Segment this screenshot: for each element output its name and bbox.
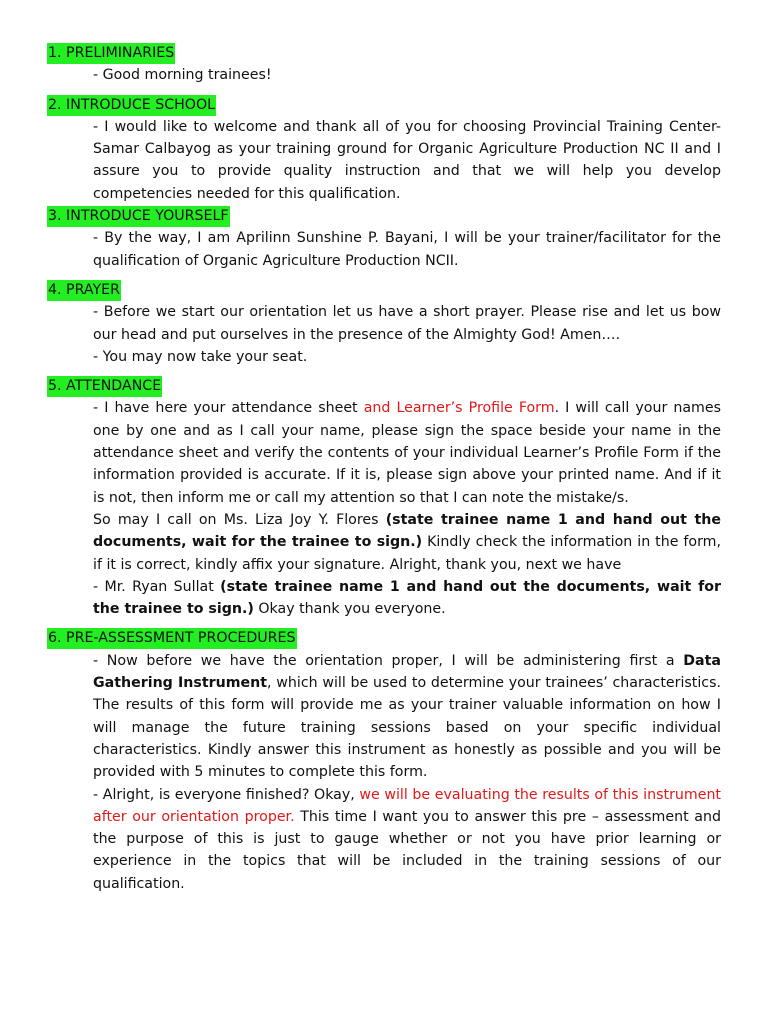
paragraph (93, 509, 721, 576)
section-attendance (47, 375, 721, 620)
text-run: So may I call on Ms. Liza Joy Y. Flores (93, 511, 386, 528)
paragraph: - By the way, I am Aprilinn Sunshine P. Bayani, I will be your trainer/facilitator for the qualification of Organic Agriculture Production NCII. (93, 230, 721, 269)
section-heading: 1. PRELIMINARIES (47, 43, 175, 64)
instruction-text-bold: (state trainee name 1 and hand out the documents, wait for the trainee to sign.) (93, 511, 722, 551)
text-run: - Alright, is everyone finished? Okay, (93, 786, 360, 803)
section-heading: 5. ATTENDANCE (47, 376, 162, 397)
instruction-text-bold: (state trainee name 1 and hand out the documents, wait for the trainee to sign.) (93, 578, 721, 618)
text-run: This time I want you to answer this pre – assessment and the purpose of this is just to gauge whether or not you have prior learning or experience in the topics that will be included in the training sessions of our qualification. (93, 808, 721, 892)
highlight-text-red: we will be evaluating the results of this instrument after our orientation proper. (93, 786, 721, 825)
paragraph (93, 650, 721, 784)
paragraph: - You may now take your seat. (93, 348, 308, 365)
section-heading: 6. PRE-ASSESSMENT PROCEDURES (47, 628, 297, 649)
section-prayer (47, 279, 721, 368)
section-heading: 3. INTRODUCE YOURSELF (47, 206, 230, 227)
paragraph (93, 397, 721, 508)
section-heading: 4. PRAYER (47, 280, 121, 301)
paragraph: - I would like to welcome and thank all of you for choosing Provincial Training Center- Samar Calbayog as your training ground for Organic Agriculture Production NC II and I assure you to provide quality instruction and that we will help you develop competencies needed for this qualification. (93, 118, 721, 202)
paragraph: - Good morning trainees! (93, 67, 272, 84)
section-heading: 2. INTRODUCE SCHOOL (47, 95, 216, 116)
text-run: - Now before we have the orientation proper, I will be administering first a (93, 652, 684, 669)
section-preliminaries (47, 42, 721, 87)
instrument-name-bold: Data Gathering Instrument (93, 652, 721, 692)
paragraph: - Before we start our orientation let us have a short prayer. Please rise and let us bow our head and put ourselves in the presence of the Almighty God! Amen…. (93, 304, 721, 343)
section-introduce-school (47, 94, 721, 205)
text-run: - Mr. Ryan Sullat (93, 578, 221, 595)
text-run: Kindly check the information in the form, if it is correct, kindly affix your signature. Alright, thank you, next we have (93, 534, 721, 573)
paragraph (93, 784, 721, 895)
section-pre-assessment (47, 627, 721, 895)
text-run: - I have here your attendance sheet (93, 400, 364, 417)
text-run: . I will call your names one by one and as I call your name, please sign the space beside your name in the attendance sheet and verify the contents of your individual Learner’s Profile Form if the information provided is accurate. If it is, please sign above your printed name. And if it is not, then inform me or call my attention so that I can note the mistake/s. (93, 400, 721, 506)
text-run: Okay thank you everyone. (253, 601, 446, 618)
section-introduce-yourself (47, 205, 721, 272)
paragraph (93, 576, 721, 621)
highlight-text-red: and Learner’s Profile Form (363, 400, 555, 417)
text-run: , which will be used to determine your trainees’ characteristics. The results of this form will provide me as your trainer valuable information on how I will manage the future training sessions based on your specific individual characteristics. Kindly answer this instrument as honestly as possible and you will be provided with 5 minutes to complete this form. (93, 675, 721, 781)
